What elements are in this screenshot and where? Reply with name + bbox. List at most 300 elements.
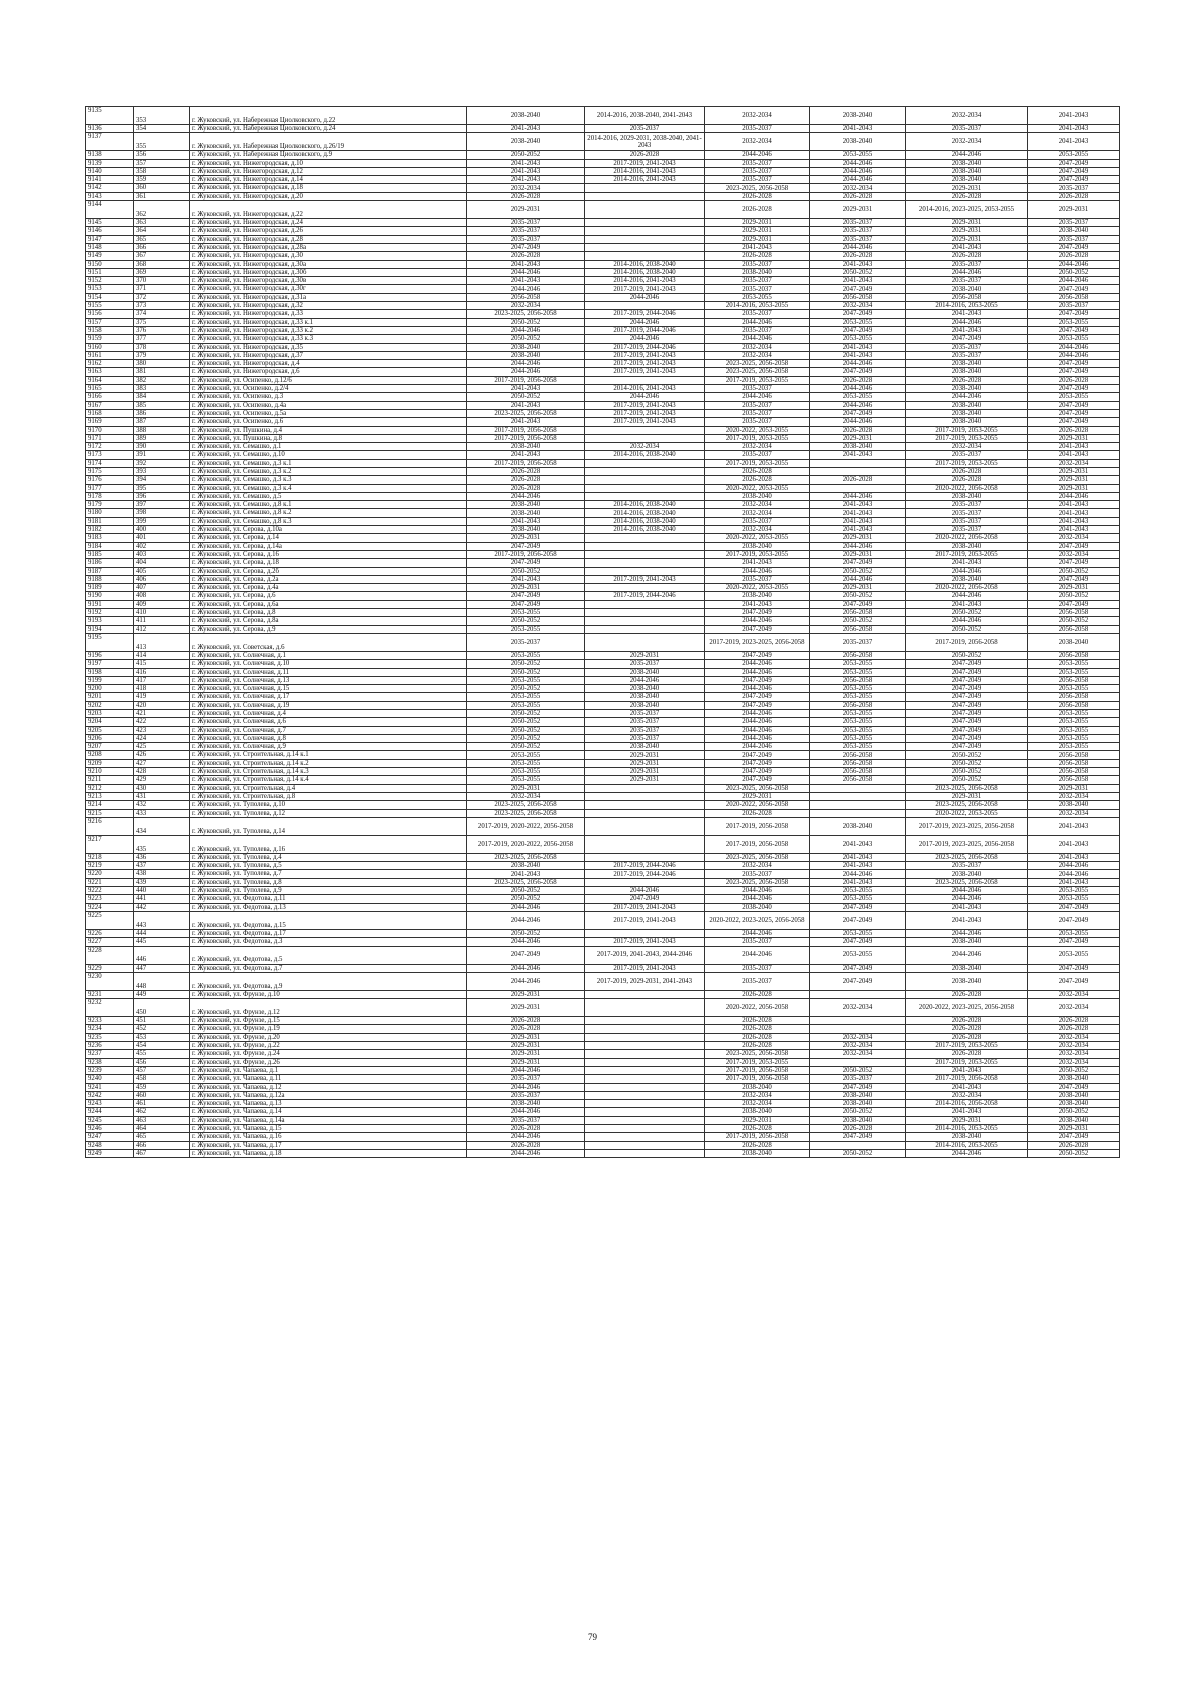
period-col-1: 2053-2055 (467, 676, 585, 684)
period-col-1: 2026-2028 (467, 192, 585, 200)
period-col-6: 2050-2052 (1028, 617, 1120, 625)
row-address: г. Жуковский, ул. Туполева, д.7 (190, 870, 467, 878)
period-col-3: 2035-2037 (705, 125, 810, 133)
period-col-5: 2032-2034 (906, 443, 1028, 451)
row-index: 394 (134, 476, 190, 484)
table-row (86, 759, 1120, 767)
row-index: 404 (134, 559, 190, 567)
period-col-2 (585, 434, 705, 442)
period-col-3: 2047-2049 (705, 676, 810, 684)
period-col-4: 2047-2049 (810, 559, 906, 567)
table-row (86, 693, 1120, 701)
row-index: 420 (134, 701, 190, 709)
period-col-6: 2038-2040 (1028, 1116, 1120, 1124)
row-address: г. Жуковский, ул. Чапаева, д.18 (190, 1149, 467, 1157)
period-col-1: 2050-2052 (467, 710, 585, 718)
period-col-2 (585, 1133, 705, 1141)
period-col-3: 2047-2049 (705, 651, 810, 659)
period-col-3: 2020-2022, 2053-2055 (705, 426, 810, 434)
row-number: 9204 (86, 718, 134, 726)
period-col-5: 2038-2040 (906, 870, 1028, 878)
row-number: 9240 (86, 1075, 134, 1083)
period-col-1: 2056-2058 (467, 293, 585, 301)
period-col-1: 2050-2052 (467, 743, 585, 751)
period-col-4: 2044-2046 (810, 167, 906, 175)
period-col-2: 2014-2016, 2038-2040 (585, 268, 705, 276)
row-index: 406 (134, 575, 190, 583)
period-col-5: 2029-2031 (906, 235, 1028, 243)
period-col-4: 2041-2043 (810, 517, 906, 525)
period-col-2 (585, 792, 705, 800)
period-col-5: 2038-2040 (906, 167, 1028, 175)
row-index: 427 (134, 759, 190, 767)
period-col-1: 2023-2025, 2056-2058 (467, 310, 585, 318)
period-col-2: 2029-2031 (585, 776, 705, 784)
period-col-4 (810, 1141, 906, 1149)
row-address: г. Жуковский, ул. Нижегородская, д.30а (190, 260, 467, 268)
row-number: 9169 (86, 418, 134, 426)
period-col-5: 2035-2037 (906, 125, 1028, 133)
table-row (86, 1066, 1120, 1074)
row-number: 9141 (86, 176, 134, 184)
period-col-1: 2050-2052 (467, 335, 585, 343)
row-number: 9152 (86, 277, 134, 285)
row-number: 9151 (86, 268, 134, 276)
row-address: г. Жуковский, ул. Осипенко, д.3 (190, 393, 467, 401)
period-col-1: 2047-2049 (467, 946, 585, 964)
row-address: г. Жуковский, ул. Фрунзе, д.12 (190, 999, 467, 1017)
table-row (86, 575, 1120, 583)
period-col-3: 2041-2043 (705, 559, 810, 567)
period-col-6: 2050-2052 (1028, 1108, 1120, 1116)
row-index: 411 (134, 617, 190, 625)
period-col-2 (585, 484, 705, 492)
table-row (86, 660, 1120, 668)
period-col-6: 2056-2058 (1028, 609, 1120, 617)
row-index: 433 (134, 809, 190, 817)
table-row (86, 227, 1120, 235)
row-number: 9165 (86, 385, 134, 393)
period-col-4: 2044-2046 (810, 159, 906, 167)
period-col-6: 2047-2049 (1028, 542, 1120, 550)
period-col-3: 2023-2025, 2056-2058 (705, 368, 810, 376)
table-row (86, 426, 1120, 434)
period-col-1: 2032-2034 (467, 792, 585, 800)
row-number: 9203 (86, 710, 134, 718)
period-col-6: 2056-2058 (1028, 651, 1120, 659)
period-col-3: 2035-2037 (705, 159, 810, 167)
period-col-3: 2017-2019, 2053-2055 (705, 550, 810, 558)
period-col-5: 2038-2040 (906, 964, 1028, 972)
period-col-5: 2014-2016, 2056-2058 (906, 1100, 1028, 1108)
period-col-4: 2053-2055 (810, 668, 906, 676)
period-col-1: 2029-2031 (467, 1042, 585, 1050)
period-col-2 (585, 1083, 705, 1091)
row-number: 9187 (86, 567, 134, 575)
row-address: г. Жуковский, ул. Чапаева, д.15 (190, 1124, 467, 1132)
row-number: 9194 (86, 625, 134, 633)
period-col-4: 2056-2058 (810, 625, 906, 633)
period-col-5: 2035-2037 (906, 351, 1028, 359)
period-col-3: 2035-2037 (705, 451, 810, 459)
table-row (86, 990, 1120, 998)
period-col-4: 2035-2037 (810, 1075, 906, 1083)
period-col-5: 2038-2040 (906, 401, 1028, 409)
row-address: г. Жуковский, ул. Федотова, д.11 (190, 895, 467, 903)
table-row (86, 809, 1120, 817)
row-address: г. Жуковский, ул. Федотова, д.3 (190, 938, 467, 946)
period-col-5: 2014-2016, 2053-2055 (906, 1141, 1028, 1149)
period-col-1: 2044-2046 (467, 1066, 585, 1074)
period-col-4: 2056-2058 (810, 651, 906, 659)
period-col-3: 2044-2046 (705, 668, 810, 676)
period-col-2 (585, 219, 705, 227)
table-row (86, 1033, 1120, 1041)
period-col-6: 2047-2049 (1028, 903, 1120, 911)
period-col-3: 2020-2022, 2053-2055 (705, 534, 810, 542)
table-row (86, 351, 1120, 359)
row-address: г. Жуковский, ул. Набережная Циолковского, д.26/19 (190, 133, 467, 151)
period-col-6: 2050-2052 (1028, 1066, 1120, 1074)
period-col-4 (810, 459, 906, 467)
row-address: г. Жуковский, ул. Туполева, д.12 (190, 809, 467, 817)
row-number: 9191 (86, 600, 134, 608)
period-col-6: 2056-2058 (1028, 293, 1120, 301)
period-col-5: 2035-2037 (906, 526, 1028, 534)
period-col-2 (585, 801, 705, 809)
period-col-1: 2029-2031 (467, 201, 585, 219)
period-col-4: 2044-2046 (810, 492, 906, 500)
period-col-1: 2050-2052 (467, 567, 585, 575)
period-col-2: 2014-2016, 2038-2040 (585, 509, 705, 517)
table-row (86, 751, 1120, 759)
period-col-2: 2035-2037 (585, 718, 705, 726)
period-col-3: 2026-2028 (705, 1025, 810, 1033)
row-address: г. Жуковский, ул. Нижегородская, д.33 к.2 (190, 326, 467, 334)
row-index: 402 (134, 542, 190, 550)
period-col-4: 2053-2055 (810, 710, 906, 718)
period-col-3: 2017-2019, 2056-2058 (705, 1066, 810, 1074)
period-col-2 (585, 1058, 705, 1066)
period-col-5: 2014-2016, 2053-2055 (906, 302, 1028, 310)
period-col-5: 2050-2052 (906, 759, 1028, 767)
row-number: 9153 (86, 285, 134, 293)
period-col-1: 2038-2040 (467, 1100, 585, 1108)
period-col-5: 2029-2031 (906, 792, 1028, 800)
table-row (86, 277, 1120, 285)
period-col-5: 2047-2049 (906, 743, 1028, 751)
table-row (86, 617, 1120, 625)
period-col-4: 2047-2049 (810, 409, 906, 417)
period-col-1: 2017-2019, 2020-2022, 2056-2058 (467, 817, 585, 835)
row-address: г. Жуковский, ул. Солнечная, д.6 (190, 718, 467, 726)
row-index: 355 (134, 133, 190, 151)
period-col-2: 2044-2046 (585, 335, 705, 343)
period-col-3: 2026-2028 (705, 1141, 810, 1149)
period-col-6: 2047-2049 (1028, 159, 1120, 167)
period-col-4: 2053-2055 (810, 929, 906, 937)
period-col-5: 2038-2040 (906, 176, 1028, 184)
period-col-4: 2044-2046 (810, 418, 906, 426)
row-number: 9140 (86, 167, 134, 175)
row-index: 378 (134, 343, 190, 351)
table-row (86, 418, 1120, 426)
period-col-6: 2047-2049 (1028, 360, 1120, 368)
row-number: 9192 (86, 609, 134, 617)
row-number: 9212 (86, 784, 134, 792)
table-row (86, 862, 1120, 870)
period-col-3: 2041-2043 (705, 600, 810, 608)
table-row (86, 125, 1120, 133)
period-col-4: 2026-2028 (810, 376, 906, 384)
table-row (86, 1133, 1120, 1141)
period-col-2 (585, 184, 705, 192)
table-row (86, 159, 1120, 167)
period-col-5: 2041-2043 (906, 1066, 1028, 1074)
table-row (86, 360, 1120, 368)
period-col-1: 2044-2046 (467, 1108, 585, 1116)
period-col-2 (585, 1042, 705, 1050)
table-row (86, 776, 1120, 784)
row-address: г. Жуковский, ул. Солнечная, д.9 (190, 743, 467, 751)
period-col-1: 2044-2046 (467, 972, 585, 990)
row-index: 408 (134, 592, 190, 600)
period-col-6: 2041-2043 (1028, 517, 1120, 525)
row-address: г. Жуковский, ул. Нижегородская, д.33 к.3 (190, 335, 467, 343)
period-col-1: 2053-2055 (467, 625, 585, 633)
period-col-4 (810, 1017, 906, 1025)
period-col-5: 2044-2046 (906, 151, 1028, 159)
period-col-1: 2044-2046 (467, 964, 585, 972)
period-col-4 (810, 801, 906, 809)
row-number: 9219 (86, 862, 134, 870)
period-col-6: 2032-2034 (1028, 550, 1120, 558)
row-index: 381 (134, 368, 190, 376)
period-col-6: 2047-2049 (1028, 401, 1120, 409)
period-col-1: 2017-2019, 2056-2058 (467, 459, 585, 467)
period-col-5: 2026-2028 (906, 476, 1028, 484)
period-col-4: 2056-2058 (810, 759, 906, 767)
period-col-5: 2044-2046 (906, 268, 1028, 276)
period-col-6: 2032-2034 (1028, 792, 1120, 800)
table-row (86, 1042, 1120, 1050)
period-col-2 (585, 835, 705, 853)
schedule-table (85, 106, 1120, 1158)
period-col-1: 2029-2031 (467, 784, 585, 792)
period-col-3: 2032-2034 (705, 509, 810, 517)
period-col-4 (810, 484, 906, 492)
period-col-2: 2017-2019, 2044-2046 (585, 326, 705, 334)
period-col-2: 2044-2046 (585, 887, 705, 895)
row-number: 9195 (86, 633, 134, 651)
row-number: 9227 (86, 938, 134, 946)
period-col-3: 2026-2028 (705, 809, 810, 817)
row-index: 434 (134, 817, 190, 835)
period-col-6: 2053-2055 (1028, 151, 1120, 159)
period-col-6: 2041-2043 (1028, 509, 1120, 517)
period-col-3: 2035-2037 (705, 964, 810, 972)
period-col-1: 2041-2043 (467, 159, 585, 167)
period-col-5: 2026-2028 (906, 252, 1028, 260)
period-col-1: 2029-2031 (467, 584, 585, 592)
period-col-2 (585, 1149, 705, 1157)
period-col-2 (585, 999, 705, 1017)
row-address: г. Жуковский, ул. Федотова, д.17 (190, 929, 467, 937)
period-col-3: 2047-2049 (705, 701, 810, 709)
period-col-4: 2032-2034 (810, 302, 906, 310)
row-address: г. Жуковский, ул. Чапаева, д.14а (190, 1116, 467, 1124)
row-index: 386 (134, 409, 190, 417)
period-col-4: 2056-2058 (810, 776, 906, 784)
row-number: 9209 (86, 759, 134, 767)
row-number: 9144 (86, 201, 134, 219)
row-index: 414 (134, 651, 190, 659)
period-col-5: 2032-2034 (906, 133, 1028, 151)
period-col-4: 2053-2055 (810, 726, 906, 734)
period-col-3: 2026-2028 (705, 1033, 810, 1041)
row-index: 401 (134, 534, 190, 542)
period-col-2 (585, 559, 705, 567)
period-col-4: 2041-2043 (810, 277, 906, 285)
row-index: 393 (134, 467, 190, 475)
period-col-5: 2050-2052 (906, 768, 1028, 776)
period-col-4 (810, 1058, 906, 1066)
period-col-4: 2026-2028 (810, 476, 906, 484)
row-address: г. Жуковский, ул. Нижегородская, д.37 (190, 351, 467, 359)
row-number: 9163 (86, 368, 134, 376)
period-col-6: 2047-2049 (1028, 167, 1120, 175)
period-col-6: 2035-2037 (1028, 302, 1120, 310)
period-col-3: 2023-2025, 2056-2058 (705, 1050, 810, 1058)
row-number: 9238 (86, 1058, 134, 1066)
period-col-3: 2017-2019, 2053-2055 (705, 1058, 810, 1066)
period-col-6: 2056-2058 (1028, 701, 1120, 709)
period-col-4: 2053-2055 (810, 743, 906, 751)
period-col-3: 2044-2046 (705, 685, 810, 693)
period-col-5: 2026-2028 (906, 990, 1028, 998)
period-col-5: 2029-2031 (906, 219, 1028, 227)
row-index: 458 (134, 1075, 190, 1083)
table-row (86, 542, 1120, 550)
row-index: 455 (134, 1050, 190, 1058)
period-col-5: 2041-2043 (906, 243, 1028, 251)
period-col-5: 2038-2040 (906, 972, 1028, 990)
period-col-3: 2032-2034 (705, 526, 810, 534)
period-col-4: 2035-2037 (810, 235, 906, 243)
period-col-1: 2035-2037 (467, 633, 585, 651)
period-col-6: 2029-2031 (1028, 1124, 1120, 1132)
row-index: 376 (134, 326, 190, 334)
period-col-3: 2017-2019, 2056-2058 (705, 1075, 810, 1083)
period-col-3: 2017-2019, 2023-2025, 2056-2058 (705, 633, 810, 651)
period-col-4: 2056-2058 (810, 768, 906, 776)
period-col-2: 2017-2019, 2041-2043 (585, 360, 705, 368)
period-col-1: 2023-2025, 2056-2058 (467, 801, 585, 809)
period-col-2 (585, 853, 705, 861)
row-address: г. Жуковский, ул. Фрунзе, д.10 (190, 990, 467, 998)
period-col-2 (585, 235, 705, 243)
period-col-3: 2032-2034 (705, 351, 810, 359)
period-col-2 (585, 243, 705, 251)
table-row (86, 929, 1120, 937)
table-row (86, 938, 1120, 946)
period-col-1: 2050-2052 (467, 929, 585, 937)
period-col-6: 2029-2031 (1028, 476, 1120, 484)
row-index: 392 (134, 459, 190, 467)
period-col-6: 2032-2034 (1028, 809, 1120, 817)
period-col-3: 2044-2046 (705, 929, 810, 937)
period-col-3: 2017-2019, 2056-2058 (705, 1133, 810, 1141)
period-col-5: 2041-2043 (906, 903, 1028, 911)
row-index: 441 (134, 895, 190, 903)
period-col-2: 2014-2016, 2038-2040 (585, 526, 705, 534)
period-col-1: 2041-2043 (467, 517, 585, 525)
period-col-5: 2047-2049 (906, 734, 1028, 742)
period-col-3: 2044-2046 (705, 318, 810, 326)
row-number: 9237 (86, 1050, 134, 1058)
period-col-5: 2038-2040 (906, 938, 1028, 946)
table-row (86, 685, 1120, 693)
period-col-1: 2026-2028 (467, 1124, 585, 1132)
period-col-4: 2038-2040 (810, 817, 906, 835)
row-index: 410 (134, 609, 190, 617)
row-address: г. Жуковский, ул. Солнечная, д.10 (190, 660, 467, 668)
period-col-2 (585, 600, 705, 608)
period-col-6: 2050-2052 (1028, 268, 1120, 276)
table-row (86, 768, 1120, 776)
row-number: 9181 (86, 517, 134, 525)
period-col-2: 2017-2019, 2041-2043 (585, 401, 705, 409)
period-col-4: 2056-2058 (810, 609, 906, 617)
period-col-1: 2044-2046 (467, 368, 585, 376)
row-index: 399 (134, 517, 190, 525)
row-number: 9198 (86, 668, 134, 676)
period-col-5: 2017-2019, 2056-2058 (906, 1075, 1028, 1083)
period-col-1: 2026-2028 (467, 484, 585, 492)
period-col-1: 2044-2046 (467, 268, 585, 276)
row-index: 457 (134, 1066, 190, 1074)
period-col-2: 2017-2019, 2041-2043 (585, 938, 705, 946)
period-col-5: 2044-2046 (906, 567, 1028, 575)
period-col-6: 2026-2028 (1028, 252, 1120, 260)
period-col-3: 2032-2034 (705, 107, 810, 125)
period-col-6: 2032-2034 (1028, 1050, 1120, 1058)
period-col-4 (810, 784, 906, 792)
period-col-4: 2035-2037 (810, 633, 906, 651)
period-col-5: 2050-2052 (906, 751, 1028, 759)
period-col-4: 2056-2058 (810, 676, 906, 684)
period-col-4: 2053-2055 (810, 693, 906, 701)
period-col-4: 2035-2037 (810, 219, 906, 227)
period-col-6: 2056-2058 (1028, 676, 1120, 684)
period-col-4: 2047-2049 (810, 1133, 906, 1141)
period-col-5: 2020-2022, 2056-2058 (906, 584, 1028, 592)
period-col-1: 2026-2028 (467, 252, 585, 260)
row-address: г. Жуковский, ул. Серова, д.6 (190, 592, 467, 600)
row-index: 416 (134, 668, 190, 676)
period-col-6: 2029-2031 (1028, 201, 1120, 219)
period-col-3: 2014-2016, 2053-2055 (705, 302, 810, 310)
table-row (86, 559, 1120, 567)
row-number: 9164 (86, 376, 134, 384)
period-col-1: 2050-2052 (467, 393, 585, 401)
period-col-3: 2044-2046 (705, 660, 810, 668)
row-index: 459 (134, 1083, 190, 1091)
period-col-2 (585, 1033, 705, 1041)
table-row (86, 133, 1120, 151)
period-col-5: 2047-2049 (906, 676, 1028, 684)
period-col-6: 2041-2043 (1028, 526, 1120, 534)
